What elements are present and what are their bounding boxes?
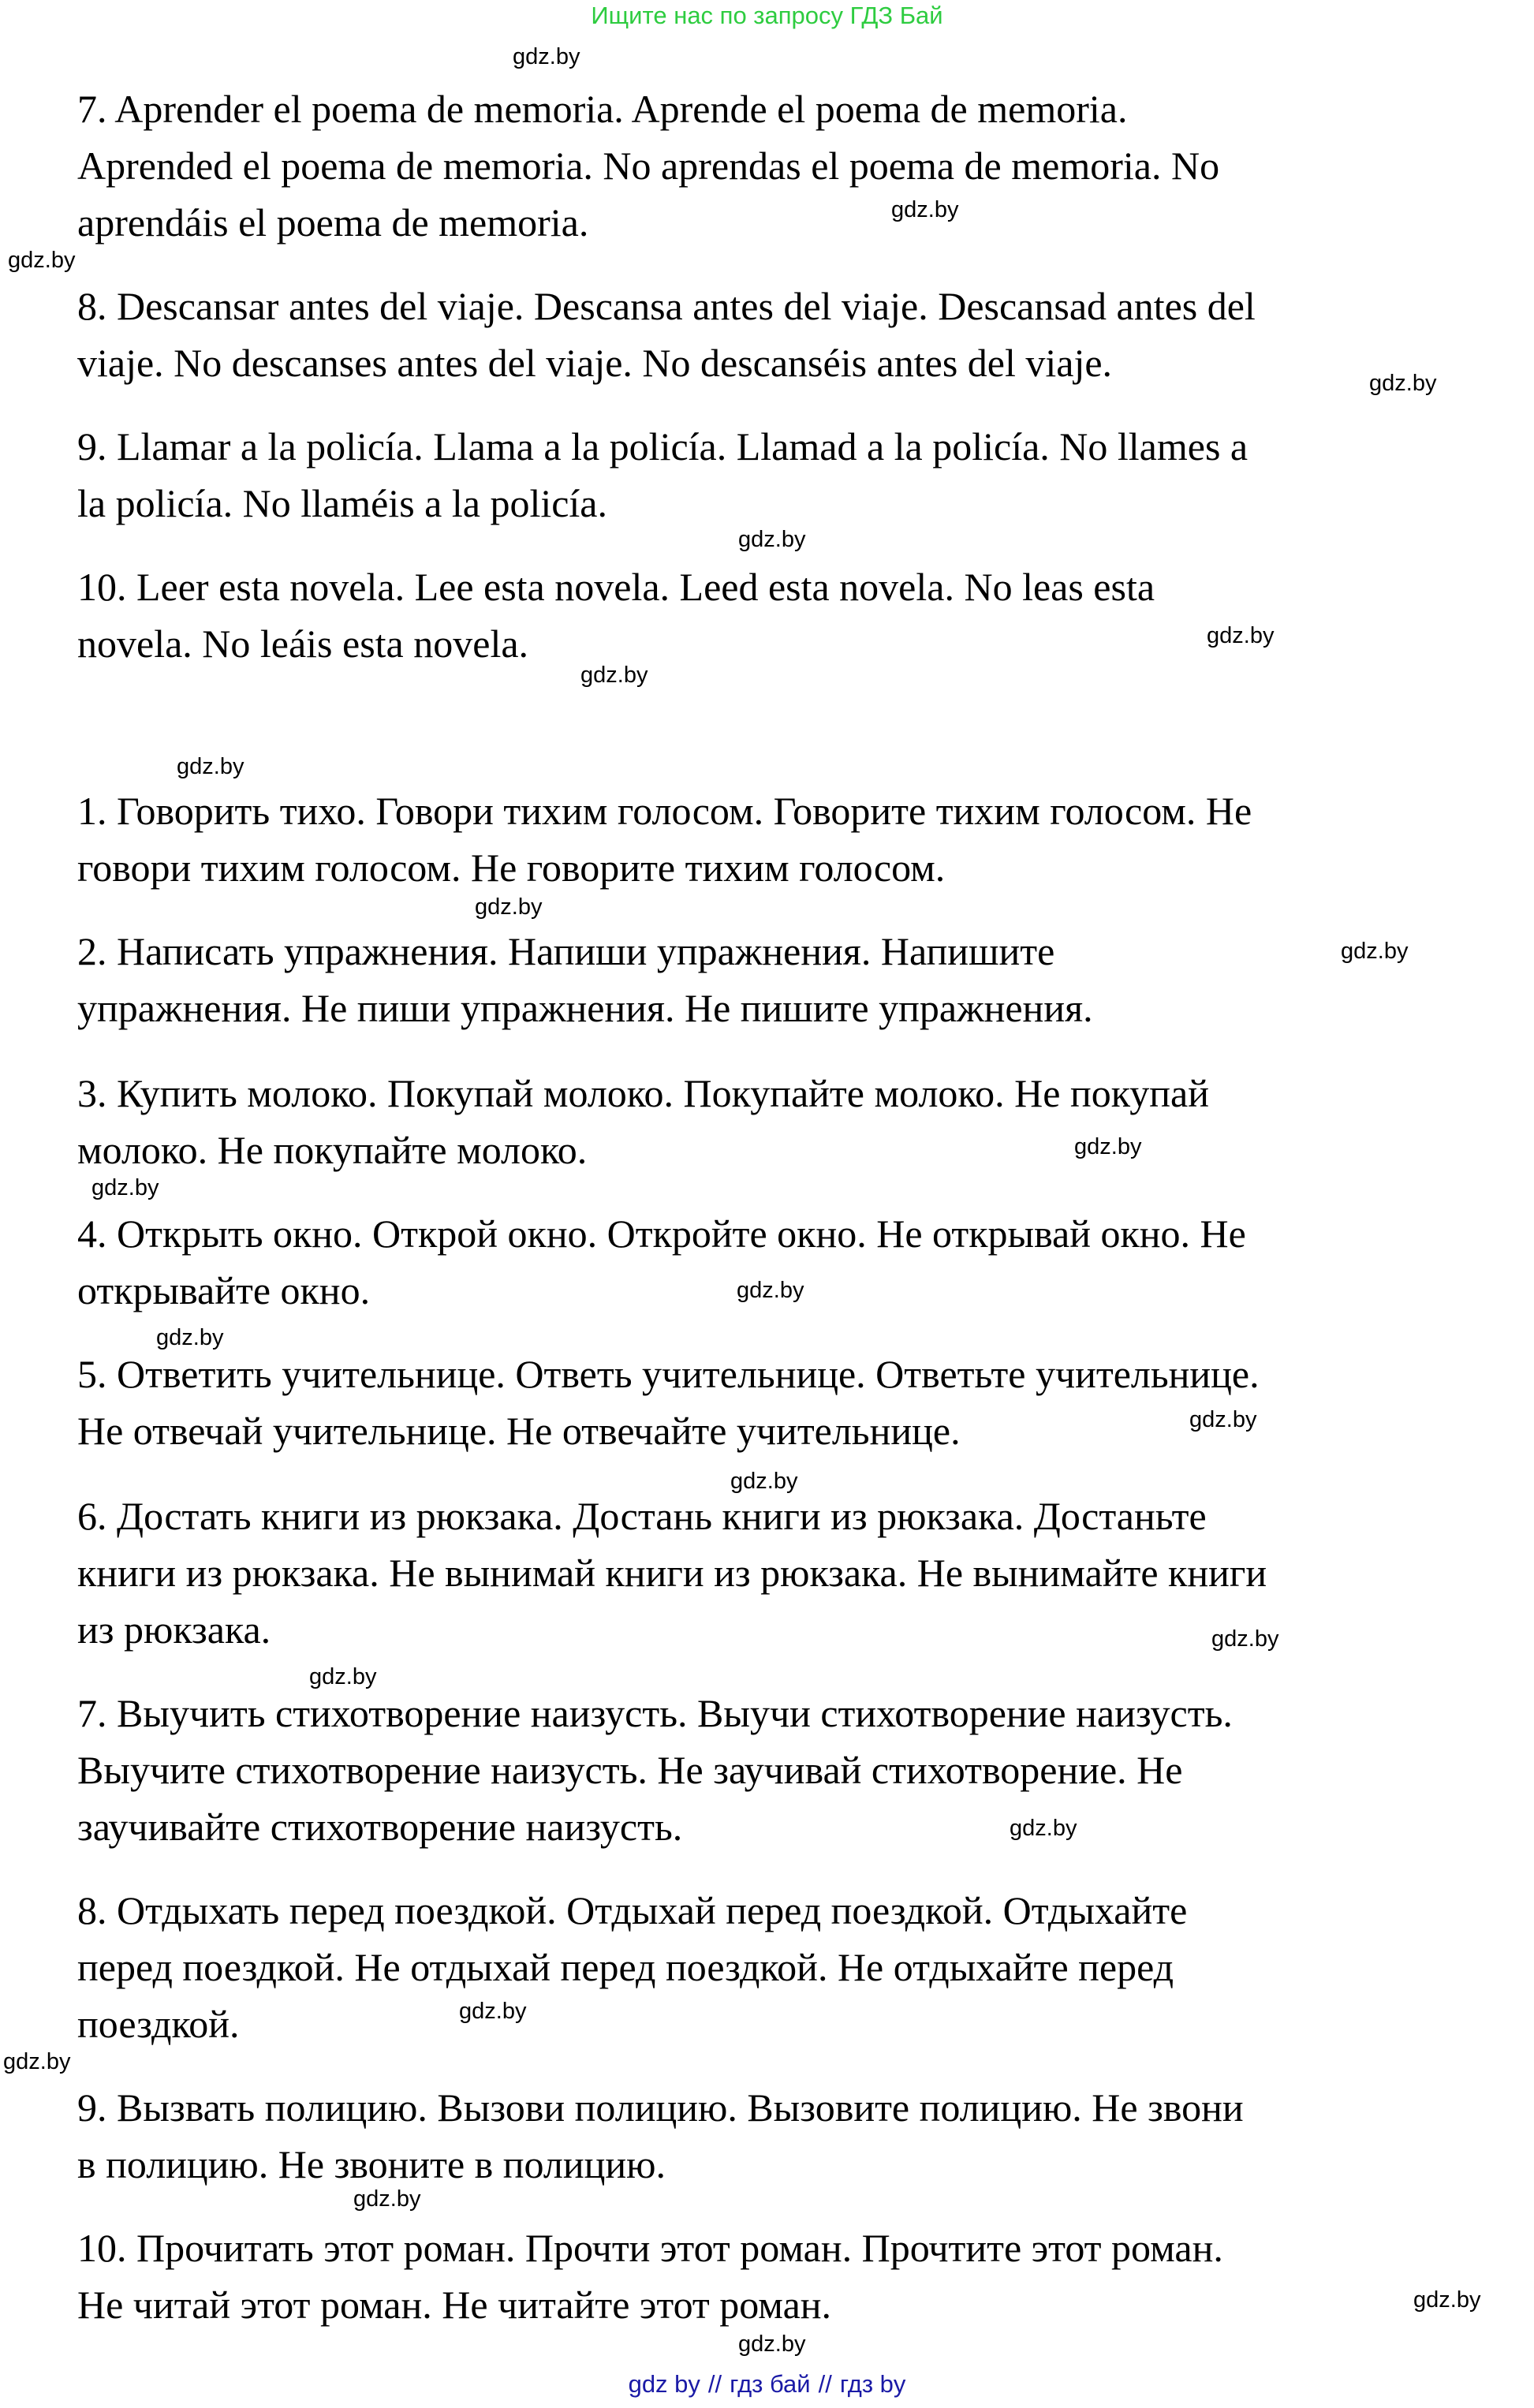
answer-line: заучивайте стихотворение наизусть. [77, 1805, 683, 1849]
answer-line: из рюкзака. [77, 1607, 271, 1652]
watermark: gdz.by [513, 44, 580, 69]
answer-line: перед поездкой. Не отдыхай перед поездкой. Не отдыхайте перед [77, 1945, 1174, 1989]
footer-separator: // [818, 2370, 832, 2398]
watermark: gdz.by [1074, 1134, 1142, 1159]
watermark: gdz.by [730, 1469, 798, 1494]
watermark: gdz.by [738, 2331, 806, 2357]
answer-line: поездкой. [77, 2002, 240, 2046]
watermark: gdz.by [1341, 939, 1409, 964]
answer-ru-1 [77, 782, 1497, 896]
answer-line: Не читай этот роман. Не читайте этот роман. [77, 2283, 832, 2327]
answer-ru-7 [77, 1685, 1497, 1855]
answer-line: novela. No leáis esta novela. [77, 622, 529, 666]
watermark: gdz.by [738, 527, 806, 552]
answer-line: 8. Отдыхать перед поездкой. Отдыхай перед поездкой. Отдыхайте [77, 1888, 1188, 1932]
answer-line: 9. Llamar a la policía. Llama a la policía. Llamad a la policía. No llames a [77, 424, 1248, 469]
watermark: gdz.by [580, 663, 648, 688]
footer-separator: // [707, 2370, 722, 2398]
answer-line: книги из рюкзака. Не вынимай книги из рюкзака. Не вынимайте книги [77, 1551, 1267, 1595]
answer-line: Не отвечай учительнице. Не отвечайте учительнице. [77, 1409, 961, 1453]
answer-line: Выучите стихотворение наизусть. Не заучивай стихотворение. Не [77, 1748, 1183, 1792]
answer-line: молоко. Не покупайте молоко. [77, 1128, 588, 1172]
answer-ru-9 [77, 2079, 1497, 2193]
watermark: gdz.by [309, 1664, 377, 1689]
footer-link-gdz-by-cyr[interactable]: гдз by [839, 2370, 906, 2398]
answer-line: упражнения. Не пиши упражнения. Не пишите упражнения. [77, 986, 1093, 1030]
watermark: gdz.by [891, 197, 959, 222]
answer-es-7 [77, 80, 1497, 251]
watermark: gdz.by [1211, 1626, 1279, 1652]
answer-ru-8 [77, 1882, 1497, 2052]
watermark: gdz.by [3, 2049, 71, 2074]
answer-es-8 [77, 278, 1497, 391]
answer-es-10 [77, 558, 1497, 672]
watermark: gdz.by [1413, 2287, 1481, 2313]
answer-ru-5 [77, 1346, 1497, 1459]
answer-ru-6 [77, 1488, 1497, 1658]
answer-line: viaje. No descanses antes del viaje. No descanséis antes del viaje. [77, 341, 1113, 385]
watermark: gdz.by [177, 754, 244, 779]
top-banner-link[interactable]: Ищите нас по запросу ГДЗ Бай [591, 2, 943, 29]
watermark: gdz.by [737, 1278, 804, 1303]
footer-link-gdz-by[interactable]: gdz by [628, 2370, 700, 2398]
answer-line: aprendáis el poema de memoria. [77, 200, 589, 245]
answer-line: 7. Выучить стихотворение наизусть. Выучи стихотворение наизусть. [77, 1691, 1233, 1735]
answer-line: la policía. No llaméis a la policía. [77, 481, 607, 525]
answer-line: 10. Leer esta novela. Lee esta novela. Leed esta novela. No leas esta [77, 565, 1155, 609]
answer-line: Aprended el poema de memoria. No aprendas el poema de memoria. No [77, 144, 1220, 188]
watermark: gdz.by [156, 1325, 224, 1350]
answer-line: 3. Купить молоко. Покупай молоко. Покупайте молоко. Не покупай [77, 1071, 1210, 1115]
answer-line: 7. Aprender el poema de memoria. Aprende el poema de memoria. [77, 87, 1128, 131]
answer-line: 1. Говорить тихо. Говори тихим голосом. Говорите тихим голосом. Не [77, 789, 1252, 833]
watermark: gdz.by [1369, 371, 1437, 396]
answer-line: 6. Достать книги из рюкзака. Достань книги из рюкзака. Достаньте [77, 1494, 1207, 1538]
answer-line: 5. Ответить учительнице. Ответь учительнице. Ответьте учительнице. [77, 1352, 1260, 1396]
watermark: gdz.by [1189, 1407, 1257, 1432]
watermark: gdz.by [1207, 623, 1275, 648]
answer-line: говори тихим голосом. Не говорите тихим голосом. [77, 846, 946, 890]
watermark: gdz.by [475, 894, 543, 920]
answer-line: 10. Прочитать этот роман. Прочти этот роман. Прочтите этот роман. [77, 2226, 1223, 2270]
watermark: gdz.by [459, 1999, 527, 2024]
answer-es-9 [77, 418, 1497, 532]
answer-line: открывайте окно. [77, 1268, 371, 1312]
answer-line: 2. Написать упражнения. Напиши упражнения. Напишите [77, 929, 1055, 973]
watermark: gdz.by [1010, 1816, 1077, 1841]
answer-ru-10 [77, 2219, 1497, 2333]
answer-ru-2 [77, 923, 1497, 1036]
answer-line: 4. Открыть окно. Открой окно. Откройте окно. Не открывай окно. Не [77, 1211, 1246, 1256]
watermark: gdz.by [91, 1175, 159, 1200]
answer-line: в полицию. Не звоните в полицию. [77, 2142, 666, 2186]
footer-links [0, 2369, 1534, 2400]
answer-line: 9. Вызвать полицию. Вызови полицию. Вызовите полицию. Не звони [77, 2085, 1244, 2130]
watermark: gdz.by [353, 2186, 421, 2212]
footer-link-gdz-bai[interactable]: гдз бай [730, 2370, 811, 2398]
answer-line: 8. Descansar antes del viaje. Descansa antes del viaje. Descansad antes del [77, 284, 1256, 328]
watermark: gdz.by [8, 248, 76, 273]
answer-ru-3 [77, 1065, 1497, 1178]
